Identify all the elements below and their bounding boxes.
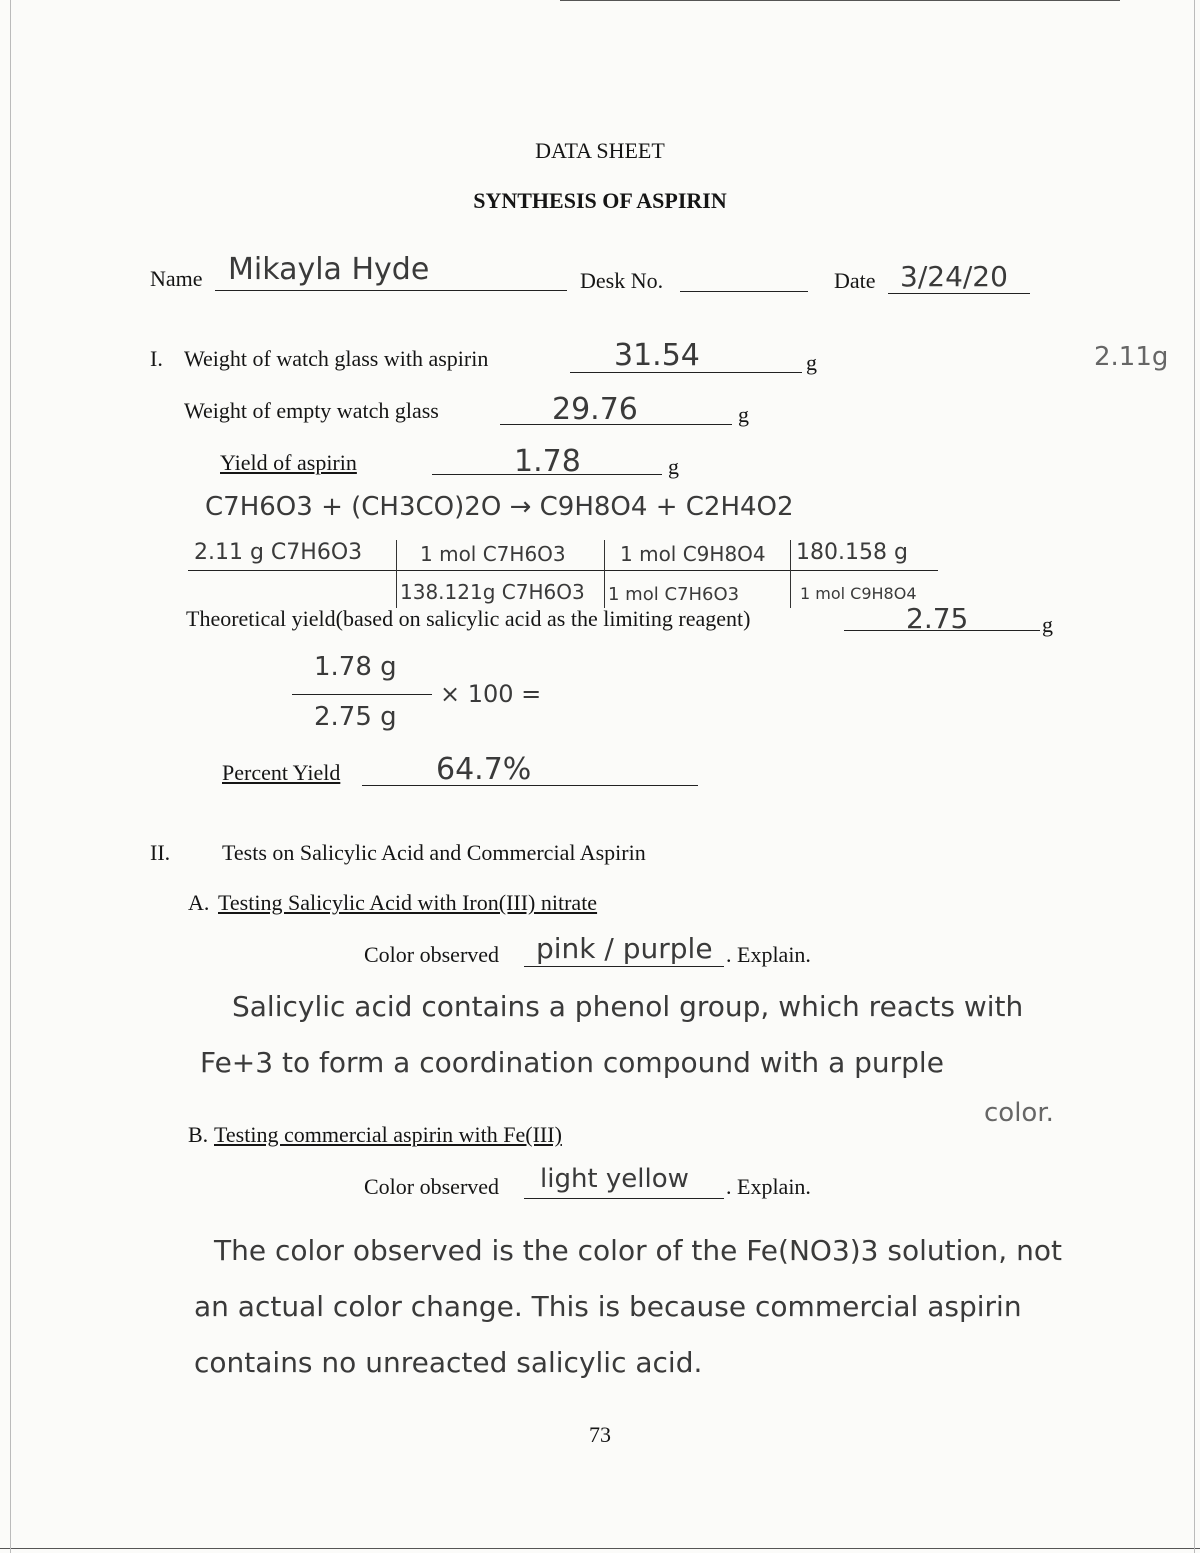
reaction-arrow: → [509, 492, 532, 522]
page-subtitle: SYNTHESIS OF ASPIRIN [473, 188, 727, 213]
stoich-cell2-bottom: 138.121g C7H6O3 [400, 580, 585, 604]
margin-note: 2.11g [1094, 342, 1169, 372]
stoich-vline-3 [790, 540, 791, 608]
desk-label: Desk No. [580, 268, 664, 293]
partB-explanation-line2: an actual color change. This is because commercial aspirin [194, 1290, 1022, 1323]
section2-heading: Tests on Salicylic Acid and Commercial Aspirin [222, 840, 646, 865]
stoich-cell3-top: 1 mol C9H8O4 [620, 542, 766, 566]
partB-explain-label: . Explain. [726, 1174, 811, 1199]
section2-numeral: II. [150, 840, 171, 865]
scan-edge-top [560, 0, 1120, 1]
reaction-lhs2: (CH3CO)2O [351, 492, 502, 522]
reaction-rhs1: C9H8O4 [539, 492, 648, 522]
calc-fraction-bar [292, 694, 432, 695]
partB-color-underline [524, 1198, 724, 1199]
calc-denominator: 2.75 g [314, 702, 397, 732]
empty-watch-glass-label: Weight of empty watch glass [184, 398, 439, 423]
theoretical-yield-value: 2.75 [906, 602, 969, 635]
partB-explanation-line3: contains no unreacted salicylic acid. [194, 1346, 703, 1379]
partB-color-value: light yellow [540, 1164, 689, 1194]
watch-glass-with-aspirin-value: 31.54 [614, 338, 700, 373]
partA-explanation-line1: Salicylic acid contains a phenol group, which reacts with [232, 990, 1024, 1023]
reaction-rhs2: C2H4O2 [685, 492, 794, 522]
name-value: Mikayla Hyde [228, 252, 430, 287]
desk-underline [680, 291, 808, 292]
scan-edge-bottom [0, 1548, 1200, 1549]
watch-glass-with-aspirin-label: Weight of watch glass with aspirin [184, 346, 489, 371]
yield-label: Yield of aspirin [220, 450, 357, 475]
reaction-plus2: + [655, 492, 678, 522]
yield-value: 1.78 [514, 444, 581, 479]
partB-explanation-line1: The color observed is the color of the Fe(NO3)3 solution, not [214, 1234, 1062, 1267]
percent-yield-label: Percent Yield [222, 760, 341, 785]
partA-color-label: Color observed [364, 942, 500, 967]
calc-numerator: 1.78 g [314, 652, 397, 682]
scan-edge-left [10, 0, 11, 1553]
stoich-cell3-bottom: 1 mol C7H6O3 [608, 584, 740, 605]
name-label: Name [150, 266, 203, 291]
partA-title: Testing Salicylic Acid with Iron(III) nitrate [218, 890, 598, 915]
unit-g-2: g [738, 402, 749, 427]
empty-watch-glass-value: 29.76 [552, 392, 638, 427]
unit-g-1: g [806, 350, 817, 375]
stoich-vline-1 [396, 540, 397, 608]
percent-yield-value: 64.7% [436, 752, 532, 787]
name-underline [215, 290, 567, 291]
partA-explanation-line3: color. [984, 1098, 1054, 1128]
date-value: 3/24/20 [900, 260, 1008, 293]
date-label: Date [834, 268, 876, 293]
partB-color-label: Color observed [364, 1174, 500, 1199]
partA-color-value: pink / purple [536, 932, 713, 965]
calc-multiplier: × 100 = [440, 680, 542, 708]
partB-title: Testing commercial aspirin with Fe(III) [214, 1122, 562, 1147]
stoich-divider [188, 570, 938, 571]
stoich-cell4-top: 180.158 g [796, 540, 908, 565]
theoretical-yield-label: Theoretical yield(based on salicylic acid as the limiting reagent) [186, 606, 751, 631]
partB-letter: B. [188, 1122, 209, 1147]
page-title: DATA SHEET [535, 138, 665, 163]
reaction-equation [205, 492, 794, 522]
reaction-lhs1: C7H6O3 [205, 492, 313, 522]
scan-edge-right [1194, 0, 1195, 1553]
section1-numeral: I. [150, 346, 163, 371]
unit-g-4: g [1042, 612, 1053, 637]
partA-explanation-line2: Fe+3 to form a coordination compound with a purple [200, 1046, 944, 1079]
stoich-cell2-top: 1 mol C7H6O3 [420, 542, 566, 566]
date-underline [888, 293, 1030, 294]
stoich-cell1-top: 2.11 g C7H6O3 [194, 540, 363, 565]
partA-explain-label: . Explain. [726, 942, 811, 967]
reaction-plus1: + [321, 492, 343, 522]
stoich-vline-2 [604, 540, 605, 608]
stoich-cell4-bottom: 1 mol C9H8O4 [800, 584, 917, 603]
partA-color-underline [524, 966, 724, 967]
page-number: 73 [589, 1422, 611, 1447]
partA-letter: A. [188, 890, 210, 915]
unit-g-3: g [668, 454, 679, 479]
